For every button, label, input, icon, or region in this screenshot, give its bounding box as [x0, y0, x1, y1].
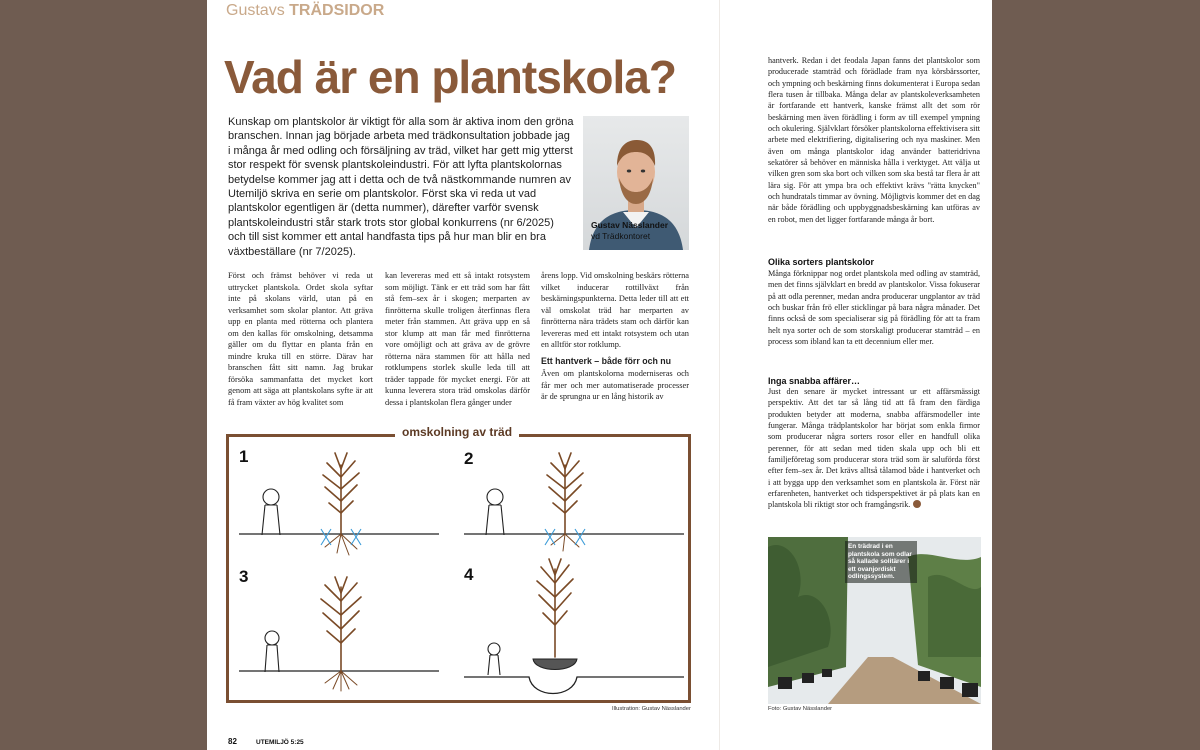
body-column-2: kan levereras med ett så intakt rotsystem som möjligt. Tänk er ett träd som har fått stå fem–sex år i skogen; merparten av finrötterna skulle troligen återfinnas flera meter från stammen. Att gräva upp en så stor klump att man får med finrötterna vore omöjligt och att gräva av de grövre rötterna nära stammen för att hålla ned rotklumpens storlek skulle leda till att träder tappade för mycket energi. För att kunna leverera stora träd omskolas därför dessa i plantskolan flera gånger under — [385, 271, 530, 408]
author-role: vd Trädkontoret — [591, 231, 651, 241]
step-number-1: 1 — [239, 447, 249, 466]
page-number: 82 — [228, 737, 237, 746]
series-name: TRÄDSIDOR — [289, 2, 385, 19]
author-name: Gustav Nässlander — [591, 220, 669, 230]
step-number-4: 4 — [464, 565, 474, 584]
article-title: Vad är en plantskola? — [224, 51, 676, 103]
body-column-3-text-b: Även om plantskolorna moderniseras och får mer och mer automatiserade processer är de sprungna ur en lång historik av — [541, 369, 689, 402]
end-mark-icon — [913, 500, 921, 508]
illustration-drawing — [229, 437, 688, 700]
subhead-olika-sorter: Olika sorters plantskolor — [768, 257, 875, 267]
subhead-inga-snabba: Inga snabba affärer… — [768, 376, 861, 386]
portrait-caption — [591, 220, 668, 242]
right-intro-text: hantverk. Redan i det feodala Japan fanns det plantskolor som producerade stamträd och förädlade fram nya körsbärssorter, och ympning och beskärning finns dokumenterat i Europa sedan flera tusen år tillbaka. Många delar av plantskoleverksamheten är fortfarande ett hantverk, kanske främst allt det som rör beskärning men även förädling i form av till exempel ympning och okulering. Självklart försöker plantskolorna effektivisera sitt arbete med elektrifiering, digitalisering och nya maskiner. Men även om många plantskolor idag använder batteridrivna sekatörer så behöver en människa hålla i verktyget. Att välja ut vilken gren som ska bort och vilken som ska bestå tar flera år att lära sig. För att ympa bra och effektivt krävs "rätta knycken" och hundratals timmar av övning. Möjligtvis kommer det en dag när både förädling och uppbyggnadsbeskärning kan utföras av en robot, men det ligger fortfarande många år bort. — [768, 56, 980, 224]
section-header — [226, 2, 384, 20]
step-number-2: 2 — [464, 449, 474, 468]
subhead-hantverk: Ett hantverk – både förr och nu — [541, 355, 672, 366]
page-gutter — [719, 0, 720, 750]
illustration-credit: Illustration: Gustav Nässlander — [612, 706, 691, 712]
photo-credit: Foto: Gustav Nässlander — [768, 706, 833, 712]
body-column-1: Först och främst behöver vi reda ut uttrycket plantskola. Ordet skola syftar inte på skolans värld, utan på en verksamhet som skolar plantor. Att gräva upp en planta med rötterna och plantera om den kallas för omskolning, detsamma gäller om du flyttar en planta från en mindre kruka till en större. Därav har branschen fått sitt namn. Jag brukar försöka sammanfatta det mycket kort genom att säga att plantskolans syfte är att få fram växter av hög kvalitet som — [228, 271, 373, 408]
step-number-3: 3 — [239, 567, 249, 586]
author-portrait — [583, 116, 689, 250]
illustration-title: omskolning av träd — [395, 425, 519, 439]
photo-caption: En trädrad i en plantskola som odlar så kallade solitärer i ett ovanjordiskt odlingssystem. — [845, 541, 917, 583]
right-text-1: Många förknippar nog ordet plantskola med odling av stamträd, men det finns självklart en bredd av plantskolor. Vissa fokuserar på att odla perenner, medan andra producerar ungplantor av träd och buskar från frö eller sticklingar på bara några månader. Det finns också de som specialiserar sig på förädling för att ta fram helt nya sorter och de som storskaligt producerar stamträd – en process som ibland kan ta ett decennium eller mer. — [768, 269, 980, 347]
ingress: Kunskap om plantskolor är viktigt för alla som är aktiva inom den gröna branschen. Innan jag började arbeta med trädkonsultation jobbade jag i många år med odling och försäljning av träd, vilket har gett mig ytterst stor respekt för svensk plantskoleindustri. För att lyfta plantskolornas betydelse kommer jag att i detta och de två nästkommande numren av Utemiljö skriva en serie om plantskolor. Först ska vi reda ut vad plantskolor egentligen är (detta nummer), därefter varför svensk plantskoleindustri står stark trots stor global konkurrens (nr 6/2025) och till sist kommer ett antal handfasta tips på hur man blir en bra växtbeställare (nr 7/2025). — [228, 116, 574, 258]
series-prefix: Gustavs — [226, 2, 290, 19]
magazine-issue: UTEMILJÖ 5:25 — [256, 739, 304, 746]
illustration-box — [226, 434, 691, 703]
nursery-photo — [768, 537, 981, 704]
body-column-3-text: årens lopp. Vid omskolning beskärs rötterna vilket inducerar rottillväxt från beskärningspunkterna. Detta leder till att ett väl omskolat träd har merparten av finrötterna nära trädets stam och därför kan levereras med ett intakt rotsystem och utan en alltför stor rotklump. — [541, 271, 689, 350]
right-text-2: Just den senare är mycket intressant ur ett affärsmässigt perspektiv. Att det tar så lång tid att få fram den färdiga produkten betyder att moderna, snabba affärsmodeller inte fungerar. Många trädplantskolor har börjat som enkla firmor som producerar några sorters rosor eller en handfull olika perenner, för att sedan med tiden skala upp och bli ett familjeföretag som producerar stora träd som är saluförda först efter fem–sex år. Det krävs alltså tålamod både i hantverket och i att bygga upp den verksamhet som en plantskola är. Först när erfarenheten, hantverket och tidsperspektivet är på plats kan en plantskola bli riktigt stor och framgångsrik. — [768, 387, 980, 510]
body-column-3 — [541, 270, 689, 403]
right-text-2-block — [768, 386, 980, 511]
